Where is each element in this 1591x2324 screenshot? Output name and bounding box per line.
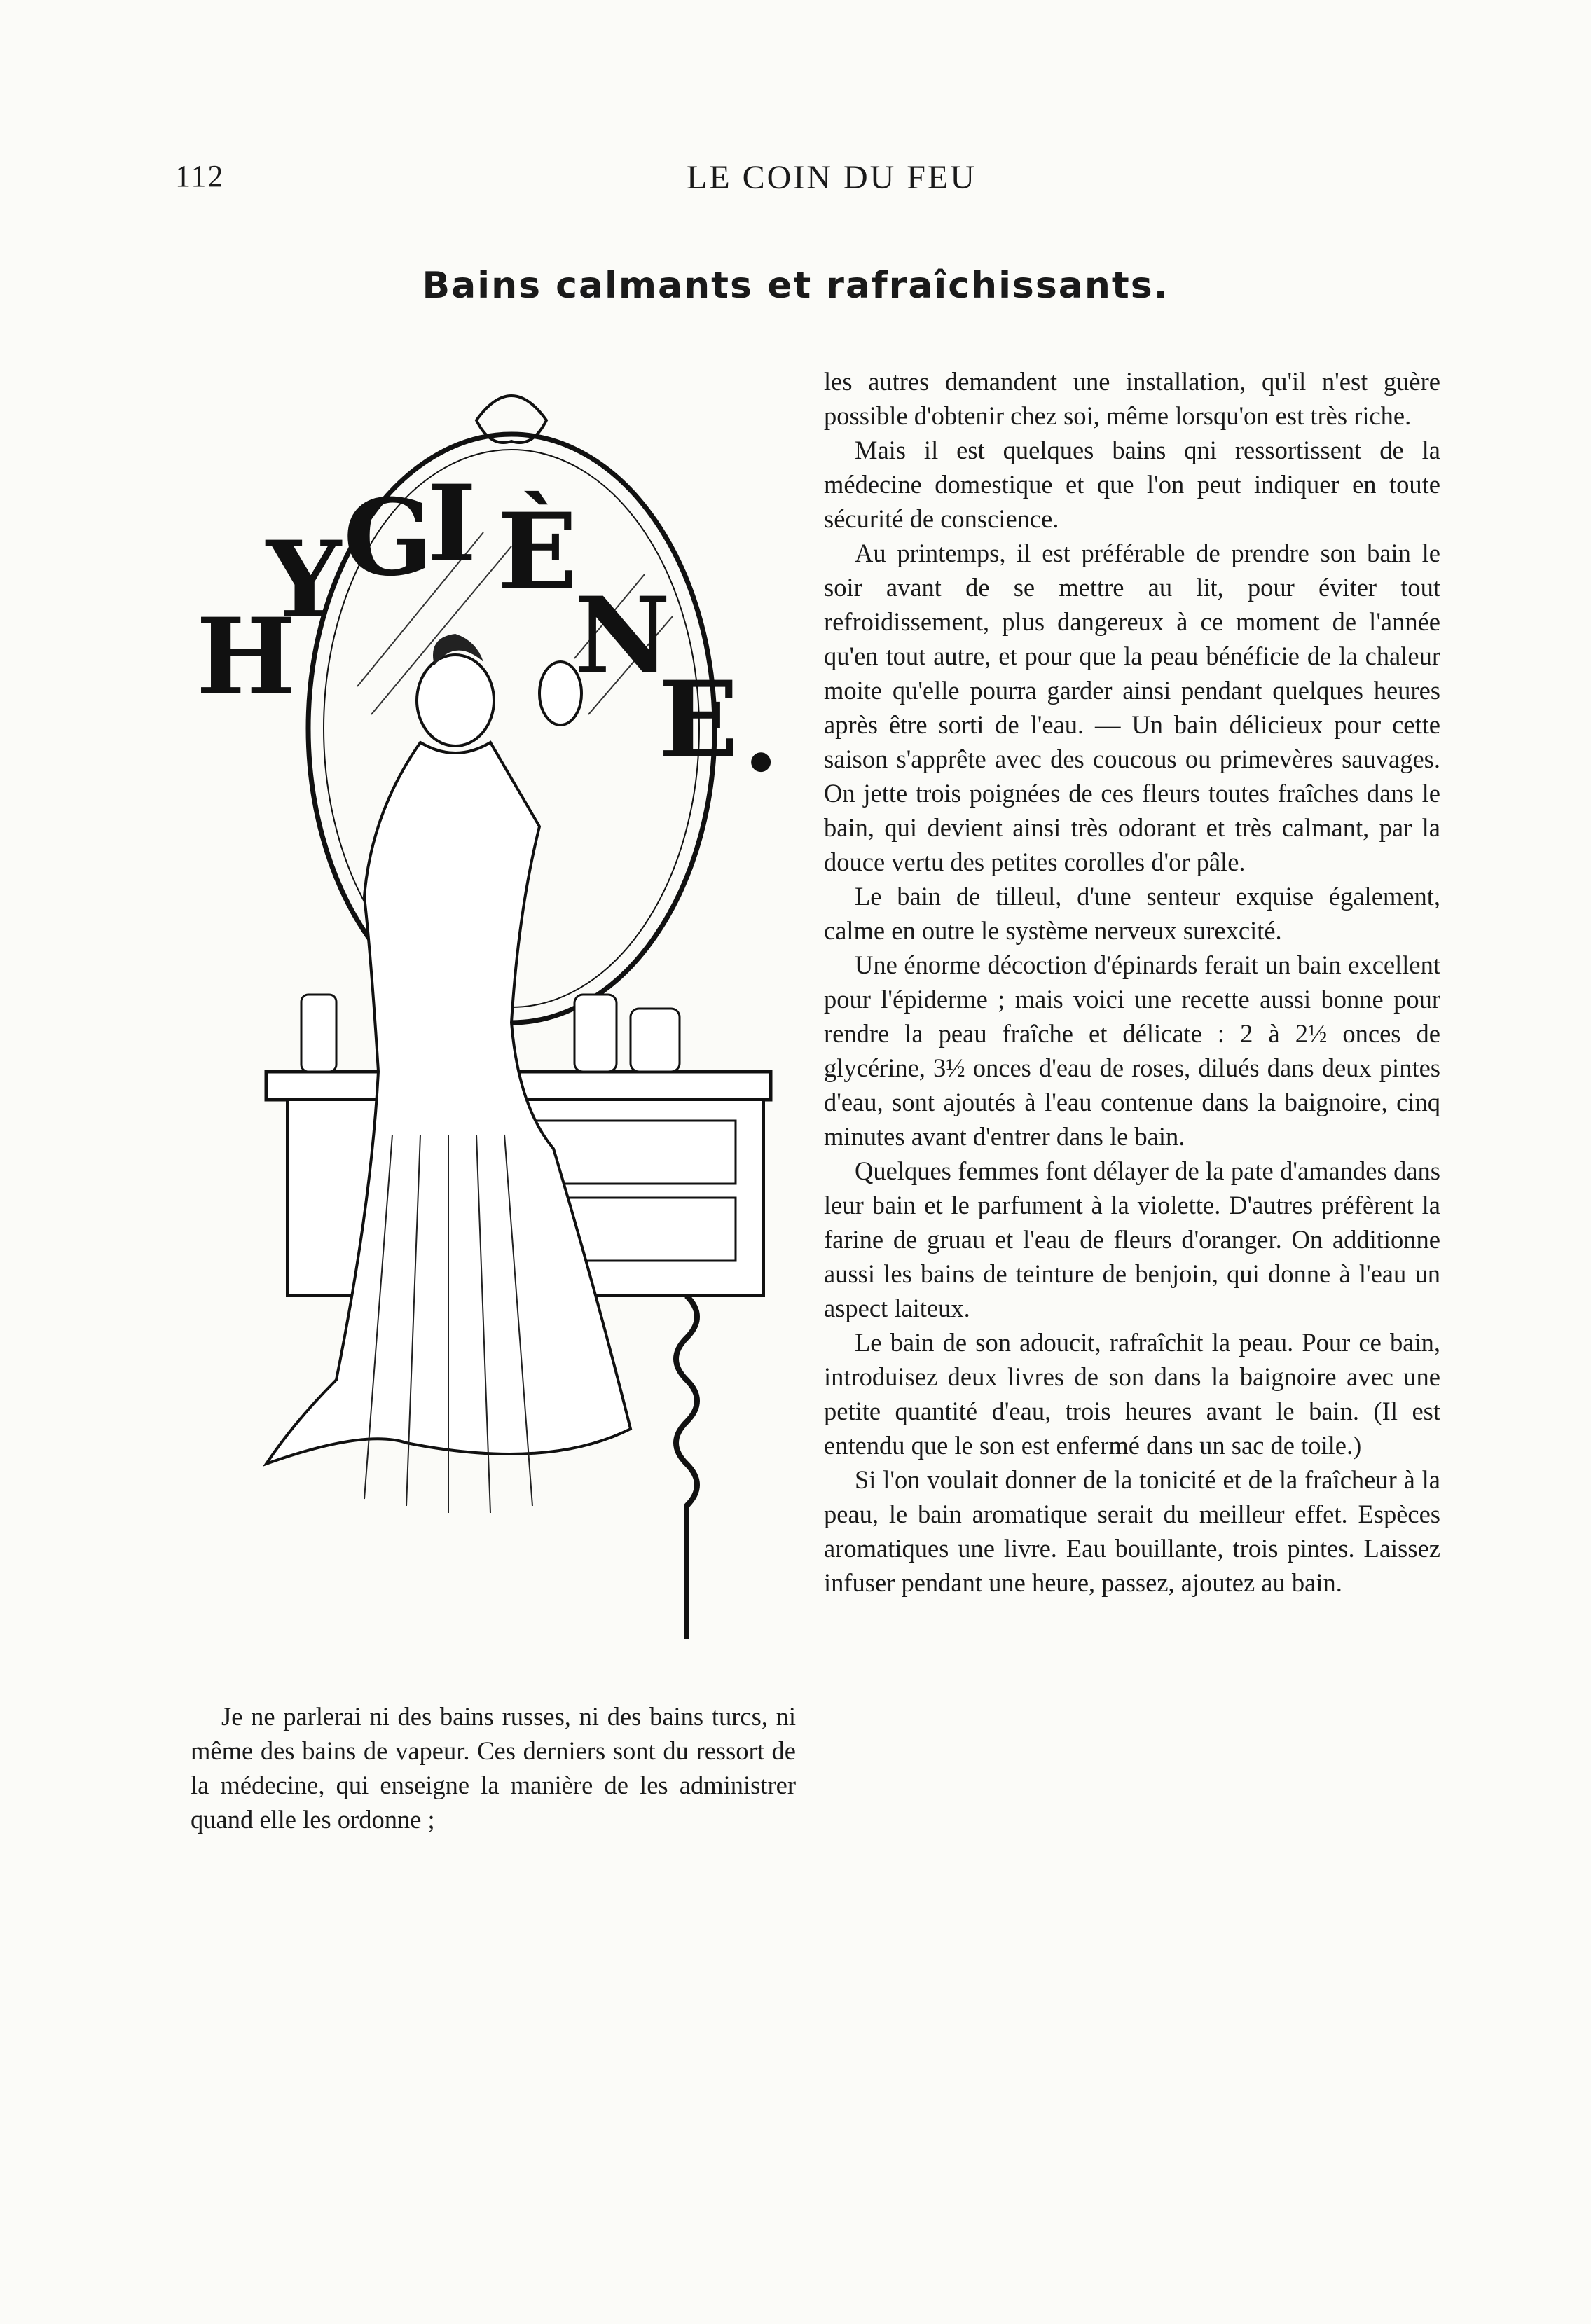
paragraph: Le bain de son adoucit, rafraîchit la peau. Pour ce bain, introduisez deux livres de son dans la baignoire avec une petite quantité d'eau, trois heures avant le bain. (Il est entendu que le son est enfermé dans un sac de toile.) bbox=[824, 1328, 1440, 1460]
right-column bbox=[824, 364, 1440, 1600]
illus-letter-e-grave: È bbox=[497, 490, 578, 614]
illus-letter-e: E bbox=[659, 658, 739, 782]
illustration-drawing bbox=[182, 364, 799, 1639]
illus-letter-h: H bbox=[196, 595, 296, 719]
illus-letter-n: N bbox=[574, 574, 671, 698]
paragraph: Une énorme décoction d'épinards ferait un bain excellent pour l'épiderme ; mais voici une recette aussi bonne pour rendre la peau fraîche et délicate : 2 à 2½ onces de glycérine, 3½ onces d'eau de roses, dilués dans deux pintes d'eau, sont ajoutés à l'eau contenue dans la baignoire, cinq minutes avant d'entrer dans le bain. bbox=[824, 950, 1440, 1151]
illus-letter-period: . bbox=[743, 672, 780, 796]
paragraph: Quelques femmes font délayer de la pate d'amandes dans leur bain et le parfument à la violette. D'autres préfèrent la farine de gruau et l'eau de fleurs d'oranger. On additionne aussi les bains de teinture de benjoin, qui donne à l'eau un aspect laiteux. bbox=[824, 1156, 1440, 1322]
illus-letter-g: G bbox=[343, 476, 434, 600]
article-title: Bains calmants et rafraîchissants. bbox=[422, 265, 1169, 307]
left-column bbox=[191, 1699, 796, 1837]
page-number: 112 bbox=[175, 159, 225, 193]
paragraph: les autres demandent une installation, qu'il n'est guère possible d'obtenir chez soi, même lorsqu'on est très riche. bbox=[824, 367, 1440, 430]
running-title: LE COIN DU FEU bbox=[687, 159, 977, 196]
paragraph: Si l'on voulait donner de la tonicité et de la fraîcheur à la peau, le bain aromatique serait du meilleur effet. Espèces aromatiques une livre. Eau bouillante, trois pintes. Laissez infuser pendant une heure, passez, ajoutez au bain. bbox=[824, 1465, 1440, 1597]
powder-jar bbox=[631, 1009, 680, 1072]
hygiene-illustration bbox=[182, 364, 799, 1639]
paragraph: Je ne parlerai ni des bains russes, ni des bains turcs, ni même des bains de vapeur. Ces derniers sont du ressort de la médecine, qui enseigne la manière de les administrer quand elle les ordonne ; bbox=[191, 1702, 796, 1834]
perfume-bottle bbox=[301, 995, 336, 1072]
paragraph: Mais il est quelques bains qni ressortissent de la médecine domestique et que l'on peut indiquer en toute sécurité de conscience. bbox=[824, 436, 1440, 533]
illus-letter-i: I bbox=[427, 462, 477, 586]
woman-head bbox=[417, 655, 494, 746]
table-leg bbox=[676, 1296, 697, 1639]
paragraph: Le bain de tilleul, d'une senteur exquise également, calme en outre le système nerveux surexcité. bbox=[824, 882, 1440, 945]
illus-letter-y: Y bbox=[266, 518, 342, 642]
perfume-bottle bbox=[574, 995, 617, 1072]
paragraph: Au printemps, il est préférable de prendre son bain le soir avant de se mettre au lit, pour éviter tout refroidissement, plus dangereux à ce moment de l'année qu'en tout autre, et pour que la peau bénéficie de la chaleur moite qu'elle pourra garder ainsi pendant quelques heures après être sorti de l'eau. — Un bain délicieux pour cette saison s'apprête avec des coucous ou primevères sauvages. On jette trois poignées de ces fleurs toutes fraîches dans le bain, qui devient ainsi très odorant et très calmant, par la douce vertu des petites corolles d'or pâle. bbox=[824, 539, 1440, 876]
